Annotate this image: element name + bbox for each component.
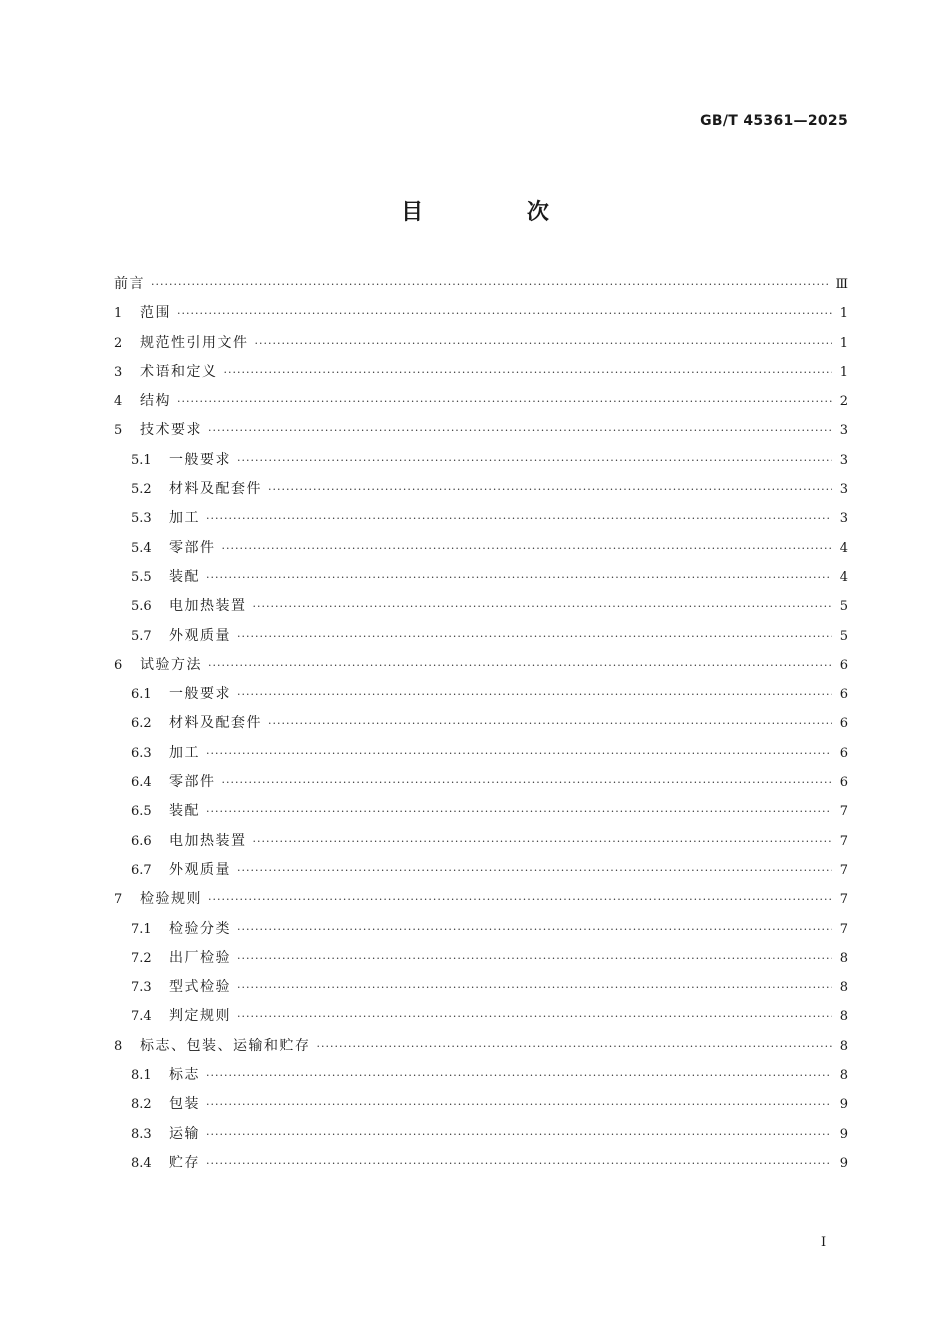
toc-leader-dots xyxy=(206,1090,832,1119)
toc-entry-number: 5.2 xyxy=(131,482,152,498)
toc-entry-page: 5 xyxy=(839,628,848,644)
toc-entry-page: 6 xyxy=(839,657,848,673)
toc-leader-dots xyxy=(224,358,833,387)
toc-entry[interactable] xyxy=(114,856,848,885)
toc-entry-page: 1 xyxy=(839,335,848,351)
page-title: 目 次 xyxy=(401,200,597,225)
toc-entry-page: 7 xyxy=(839,862,848,878)
toc-leader-dots xyxy=(206,1061,832,1090)
toc-entry[interactable] xyxy=(114,944,848,973)
toc-leader-dots xyxy=(177,387,832,416)
toc-leader-dots xyxy=(208,651,832,680)
toc-leader-dots xyxy=(222,534,833,563)
toc-entry[interactable] xyxy=(114,1090,848,1119)
toc-entry[interactable] xyxy=(114,1120,848,1149)
toc-entry-number: 6.4 xyxy=(131,775,152,791)
toc-entry-number: 5.5 xyxy=(131,569,152,585)
toc-entry-number: 4 xyxy=(114,394,123,410)
toc-entry-label: 检验分类 xyxy=(169,920,231,937)
toc-leader-dots xyxy=(237,446,832,475)
toc-entry[interactable] xyxy=(114,358,848,387)
toc-entry-number: 8.3 xyxy=(131,1126,152,1142)
toc-entry-page: 5 xyxy=(839,599,848,615)
toc-entry-page: 8 xyxy=(839,980,848,996)
toc-entry-label: 一般要求 xyxy=(169,686,231,703)
toc-entry-page: 3 xyxy=(839,423,848,439)
toc-entry[interactable] xyxy=(114,534,848,563)
toc-leader-dots xyxy=(268,709,832,738)
toc-leader-dots xyxy=(206,563,832,592)
toc-entry-page: 8 xyxy=(839,1038,848,1054)
toc-entry-label: 检验规则 xyxy=(140,891,202,908)
toc-entry-number: 8 xyxy=(114,1038,123,1054)
toc-entry-label: 零部件 xyxy=(169,539,216,556)
toc-entry[interactable] xyxy=(114,768,848,797)
toc-entry-number: 5.7 xyxy=(131,628,152,644)
toc-entry[interactable] xyxy=(114,797,848,826)
toc-entry-label: 电加热装置 xyxy=(169,598,247,615)
toc-entry-page: 3 xyxy=(839,511,848,527)
toc-entry-number: 6.1 xyxy=(131,687,152,703)
toc-entry-number: 7 xyxy=(114,892,123,908)
toc-entry-label: 加工 xyxy=(169,510,200,527)
toc-entry[interactable] xyxy=(114,1002,848,1031)
toc-entry-page: 3 xyxy=(839,452,848,468)
toc-entry-page: 3 xyxy=(839,482,848,498)
toc-entry-page: 8 xyxy=(839,950,848,966)
page-number: Ⅰ xyxy=(821,1235,827,1250)
toc-leader-dots xyxy=(151,270,829,299)
toc-entry-number: 8.1 xyxy=(131,1068,152,1084)
toc-entry-label: 范围 xyxy=(140,305,171,322)
toc-entry[interactable] xyxy=(114,387,848,416)
toc-entry[interactable] xyxy=(114,270,848,299)
toc-entry-label: 技术要求 xyxy=(140,422,202,439)
toc-entry-label: 判定规则 xyxy=(169,1008,231,1025)
toc-entry-page: 7 xyxy=(839,892,848,908)
toc-entry-number: 8.4 xyxy=(131,1155,152,1171)
toc-entry-page: 9 xyxy=(839,1097,848,1113)
toc-entry-page: 6 xyxy=(839,745,848,761)
toc-leader-dots xyxy=(237,915,832,944)
toc-entry-page: 7 xyxy=(839,833,848,849)
toc-entry-number: 5 xyxy=(114,423,123,439)
toc-entry[interactable] xyxy=(114,1149,848,1178)
toc-leader-dots xyxy=(237,856,832,885)
toc-leader-dots xyxy=(206,797,832,826)
toc-leader-dots xyxy=(206,739,832,768)
toc-entry[interactable] xyxy=(114,622,848,651)
toc-entry-number: 3 xyxy=(114,364,123,380)
toc-entry-label: 零部件 xyxy=(169,774,216,791)
toc-leader-dots xyxy=(237,680,832,709)
toc-entry-page: 6 xyxy=(839,687,848,703)
toc-entry-page: 4 xyxy=(839,540,848,556)
toc-entry-label: 结构 xyxy=(140,393,171,410)
toc-entry-label: 加工 xyxy=(169,744,200,761)
toc-leader-dots xyxy=(206,504,832,533)
toc-entry-number: 6.7 xyxy=(131,862,152,878)
toc-entry-number: 6.2 xyxy=(131,716,152,732)
toc-leader-dots xyxy=(237,1002,832,1031)
toc-entry-number: 5.1 xyxy=(131,452,152,468)
toc-entry-label: 试验方法 xyxy=(140,656,202,673)
toc-entry[interactable] xyxy=(114,416,848,445)
toc-entry-number: 6.3 xyxy=(131,745,152,761)
toc-entry[interactable] xyxy=(114,651,848,680)
toc-entry[interactable] xyxy=(114,504,848,533)
toc-leader-dots xyxy=(237,973,832,1002)
toc-entry[interactable] xyxy=(114,709,848,738)
toc-entry-page: 9 xyxy=(839,1126,848,1142)
toc-leader-dots xyxy=(237,944,832,973)
toc-entry-page: 6 xyxy=(839,775,848,791)
toc-leader-dots xyxy=(317,1032,833,1061)
toc-entry[interactable] xyxy=(114,680,848,709)
toc-entry[interactable] xyxy=(114,446,848,475)
toc-entry[interactable] xyxy=(114,563,848,592)
table-of-contents xyxy=(114,270,848,1178)
toc-entry-number: 2 xyxy=(114,335,123,351)
toc-entry-number: 7.1 xyxy=(131,921,152,937)
toc-entry-number: 5.4 xyxy=(131,540,152,556)
toc-entry-label: 运输 xyxy=(169,1125,200,1142)
toc-entry[interactable] xyxy=(114,885,848,914)
toc-leader-dots xyxy=(208,885,832,914)
toc-entry[interactable] xyxy=(114,592,848,621)
toc-entry[interactable] xyxy=(114,299,848,328)
toc-leader-dots xyxy=(222,768,833,797)
toc-entry[interactable] xyxy=(114,915,848,944)
toc-entry-page: 8 xyxy=(839,1068,848,1084)
toc-entry-label: 术语和定义 xyxy=(140,363,218,380)
toc-entry-number: 8.2 xyxy=(131,1097,152,1113)
toc-entry-page: 7 xyxy=(839,921,848,937)
toc-leader-dots xyxy=(253,592,833,621)
toc-entry-number: 6 xyxy=(114,657,123,673)
toc-entry-page: Ⅲ xyxy=(835,277,848,292)
toc-leader-dots xyxy=(237,622,832,651)
toc-leader-dots xyxy=(268,475,832,504)
toc-entry-number: 7.2 xyxy=(131,950,152,966)
toc-leader-dots xyxy=(206,1149,832,1178)
toc-entry-label: 包装 xyxy=(169,1096,200,1113)
toc-leader-dots xyxy=(177,299,832,328)
toc-entry-number: 5.6 xyxy=(131,599,152,615)
toc-entry-label: 标志 xyxy=(169,1067,200,1084)
toc-entry-page: 1 xyxy=(839,306,848,322)
toc-entry-page: 2 xyxy=(839,394,848,410)
toc-entry-label: 外观质量 xyxy=(169,627,231,644)
toc-entry-number: 5.3 xyxy=(131,511,152,527)
toc-entry-label: 电加热装置 xyxy=(169,832,247,849)
toc-entry-label: 型式检验 xyxy=(169,979,231,996)
toc-entry-page: 6 xyxy=(839,716,848,732)
toc-entry[interactable] xyxy=(114,475,848,504)
toc-entry-number: 7.4 xyxy=(131,1009,152,1025)
toc-entry-label: 外观质量 xyxy=(169,861,231,878)
toc-entry-label: 标志、包装、运输和贮存 xyxy=(140,1037,311,1054)
toc-entry-label: 前言 xyxy=(114,276,145,292)
toc-entry-number: 6.6 xyxy=(131,833,152,849)
toc-entry-label: 材料及配套件 xyxy=(169,481,262,498)
toc-entry-label: 装配 xyxy=(169,803,200,820)
toc-entry[interactable] xyxy=(114,1061,848,1090)
toc-entry[interactable] xyxy=(114,739,848,768)
standard-code: GB/T 45361—2025 xyxy=(700,113,848,129)
toc-entry-label: 贮存 xyxy=(169,1154,200,1171)
toc-entry-number: 6.5 xyxy=(131,804,152,820)
toc-entry-label: 规范性引用文件 xyxy=(140,334,249,351)
toc-entry-number: 7.3 xyxy=(131,980,152,996)
toc-entry-label: 装配 xyxy=(169,568,200,585)
toc-entry[interactable] xyxy=(114,973,848,1002)
toc-entry-label: 一般要求 xyxy=(169,451,231,468)
toc-entry-page: 8 xyxy=(839,1009,848,1025)
toc-leader-dots xyxy=(253,827,833,856)
toc-entry[interactable] xyxy=(114,827,848,856)
toc-entry[interactable] xyxy=(114,329,848,358)
toc-entry-number: 1 xyxy=(114,306,123,322)
toc-leader-dots xyxy=(206,1120,832,1149)
toc-entry-page: 7 xyxy=(839,804,848,820)
toc-leader-dots xyxy=(208,416,832,445)
toc-entry[interactable] xyxy=(114,1032,848,1061)
toc-leader-dots xyxy=(255,329,833,358)
toc-entry-page: 1 xyxy=(839,364,848,380)
toc-entry-page: 4 xyxy=(839,569,848,585)
toc-entry-label: 出厂检验 xyxy=(169,949,231,966)
toc-entry-label: 材料及配套件 xyxy=(169,715,262,732)
toc-entry-page: 9 xyxy=(839,1155,848,1171)
